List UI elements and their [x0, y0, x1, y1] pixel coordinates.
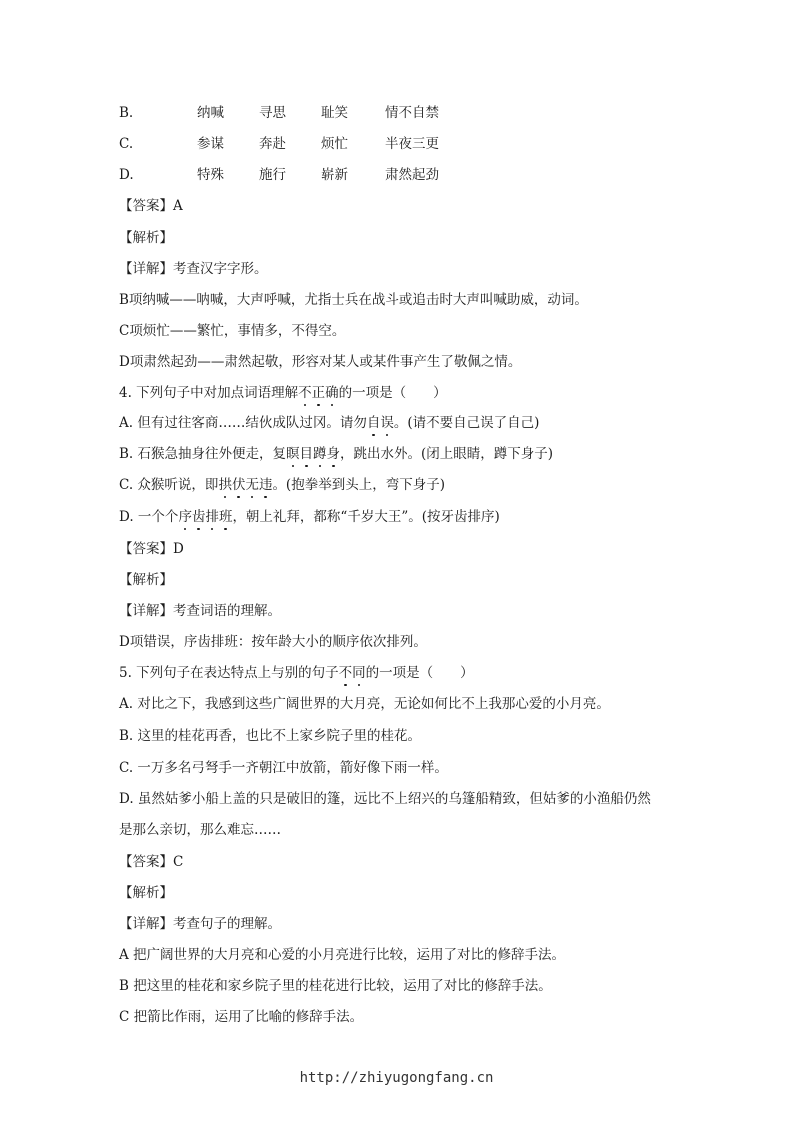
emphasis-char: 目	[299, 446, 314, 462]
emphasis-char: 违	[258, 477, 273, 493]
q3-note-d: D项肃然起劲——肃然起敬，形容对某人或某件事产生了敬佩之情。	[119, 354, 522, 370]
emphasis-char: 无	[245, 477, 259, 493]
q3-analysis: 【解析】	[119, 230, 173, 246]
emphasis-char: 身	[326, 446, 341, 462]
emphasis-char: 误	[380, 415, 394, 431]
q3-note-c: C项烦忙——繁忙，事情多，不得空。	[119, 323, 346, 339]
emphasis-char: 齿	[191, 509, 206, 525]
emphasis-char: 不	[298, 385, 312, 401]
emphasis-char: 排	[205, 509, 219, 525]
q5-note-c: C 把箭比作雨，运用了比喻的修辞手法。	[119, 1009, 364, 1025]
option-b: B. 纳喊 寻思 耻笑 情不自禁	[119, 105, 439, 121]
q4-stem: 4. 下列句子中对加点词语理解不正确的一项是（ ）	[119, 385, 447, 401]
emphasis-char: 蹲	[313, 446, 327, 462]
q5-detail: 【详解】考查句子的理解。	[119, 916, 281, 932]
q4-c-dotted	[218, 477, 272, 493]
option-c: C. 参谋 奔赴 烦忙 半夜三更	[119, 136, 439, 152]
q4-option-d: D. 一个个序齿排班，朝上礼拜，都称“千岁大王”。(按牙齿排序)	[119, 509, 500, 525]
q5-option-d-cont: 是那么亲切，那么难忘……	[119, 822, 281, 838]
emphasis-char: 伏	[231, 477, 246, 493]
emphasis-char: 自	[366, 415, 381, 431]
q5-option-b: B. 这里的桂花再香，也比不上家乡院子里的桂花。	[119, 728, 422, 744]
q3-answer: 【答案】A	[119, 198, 183, 214]
q5-analysis: 【解析】	[119, 885, 173, 901]
emphasis-char: 拱	[218, 477, 232, 493]
emphasis-char: 班	[218, 509, 233, 525]
q5-option-a: A. 对比之下，我感到这些广阔世界的大月亮，无论如何比不上我那心爱的小月亮。	[119, 696, 610, 712]
q5-option-c: C. 一万多名弓弩手一齐朝江中放箭，箭好像下雨一样。	[119, 760, 448, 776]
emphasis-char: 不	[338, 665, 353, 681]
q4-detail: 【详解】考查词语的理解。	[119, 603, 281, 619]
emphasis-char: 同	[352, 665, 366, 681]
q5-note-b: B 把这里的桂花和家乡院子里的桂花进行比较，运用了对比的修辞手法。	[119, 978, 552, 994]
q3-detail: 【详解】考查汉字字形。	[119, 261, 268, 277]
q5-stem: 5. 下列句子在表达特点上与别的句子不同的一项是（ ）	[119, 665, 474, 681]
q4-analysis: 【解析】	[119, 572, 173, 588]
q4-option-b: B. 石猴急抽身往外便走，复瞑目蹲身，跳出水外。(闭上眼睛，蹲下身子)	[119, 446, 554, 462]
q5-note-a: A 把广阔世界的大月亮和心爱的小月亮进行比较，运用了对比的修辞手法。	[119, 947, 566, 963]
q4-b-dotted	[286, 446, 340, 462]
emphasis-char: 正	[311, 385, 326, 401]
option-d: D. 特殊 施行 崭新 肃然起劲	[119, 167, 439, 183]
q4-stem-dotted	[298, 385, 339, 401]
q4-d-dotted	[178, 509, 232, 525]
q4-answer: 【答案】D	[119, 541, 184, 557]
q4-note: D项错误，序齿排班：按年龄大小的顺序依次排列。	[119, 634, 427, 650]
emphasis-char: 瞑	[286, 446, 300, 462]
footer-url: http://zhiyugongfang.cn	[299, 1070, 494, 1086]
emphasis-char: 序	[178, 509, 192, 525]
q4-a-dotted	[367, 415, 394, 431]
q5-option-d: D. 虽然姑爹小船上盖的只是破旧的篷，远比不上绍兴的乌篷船精致，但姑爹的小渔船仍然	[119, 791, 651, 807]
q5-stem-dotted	[339, 665, 366, 681]
q3-note-b: B项纳喊——呐喊，大声呼喊，尤指士兵在战斗或追击时大声叫喊助威，动词。	[119, 292, 588, 308]
emphasis-char: 确	[325, 385, 339, 401]
q4-option-a: A. 但有过往客商……结伙成队过冈。请勿自误。(请不要自己误了自己)	[119, 415, 540, 431]
q5-answer: 【答案】C	[119, 854, 184, 870]
q4-option-c: C. 众猴听说，即拱伏无违。(抱拳举到头上，弯下身子)	[119, 477, 445, 493]
